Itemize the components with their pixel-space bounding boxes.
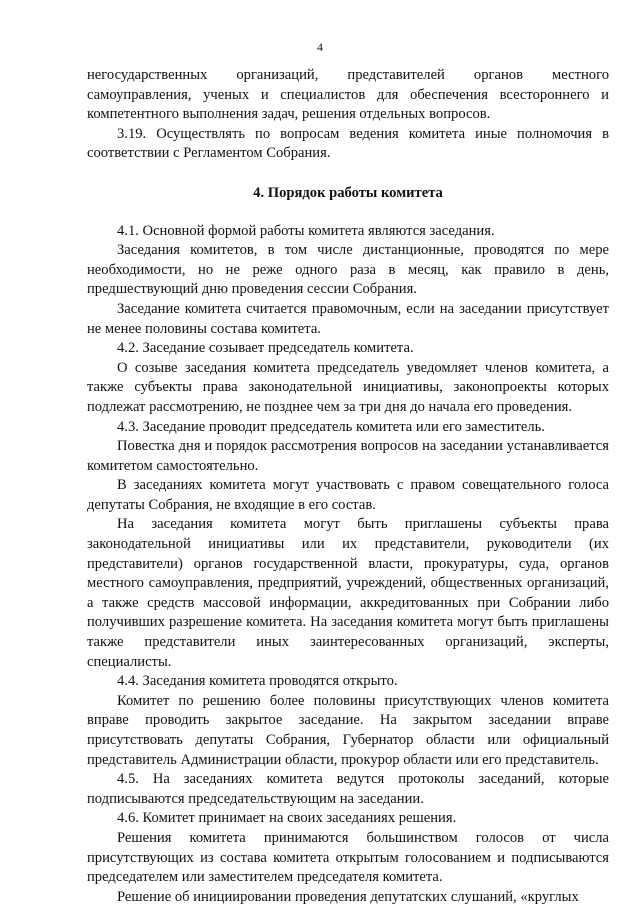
paragraph: 4.3. Заседание проводит председатель комитета или его заместитель.: [117, 418, 545, 435]
paragraph: В заседаниях комитета могут участвовать с правом совещательного голоса депутаты Собрания, не входящие в его состав.: [87, 477, 609, 513]
paragraph: 4.1. Основной формой работы комитета являются заседания.: [117, 222, 495, 239]
paragraph: Заседания комитетов, в том числе дистанционные, проводятся по мере необходимости, но не реже одного раза в месяц, как правило в день, предшествующий дню проведения сессии Собрания.: [87, 242, 609, 298]
page-number: 4: [317, 40, 323, 54]
paragraph: Повестка дня и порядок рассмотрения вопросов на заседании устанавливается комитетом самостоятельно.: [87, 438, 609, 474]
paragraph: Решения комитета принимаются большинством голосов от числа присутствующих из состава комитета открытым голосованием и подписываются председателем или заместителем председателя комитета.: [87, 829, 609, 886]
paragraph: 4.4. Заседания комитета проводятся открыто.: [117, 673, 398, 690]
paragraph: 4.5. На заседаниях комитета ведутся протоколы заседаний, которые подписываются председательствующим на заседании.: [87, 771, 609, 807]
paragraph: Решение об инициировании проведения депутатских слушаний, «круглых: [117, 888, 579, 905]
paragraph: О созыве заседания комитета председатель уведомляет членов комитета, а также субъекты права законодательной инициативы, законопроекты которых подлежат рассмотрению, не позднее чем за три дня до начала его проведения.: [87, 359, 609, 415]
paragraph: Заседание комитета считается правомочным, если на заседании присутствует не менее половины состава комитета.: [87, 300, 609, 337]
paragraph: 4.6. Комитет принимает на своих заседаниях решения.: [117, 810, 457, 827]
paragraph: На заседания комитета могут быть приглашены субъекты права законодательной инициативы или их представители, руководители (их представители) органов государственной власти, прокуратуры, суда, органов местного самоуправления, предприятий, учреждений, общественных организаций, а также средств массовой информации, аккредитованных при Собрании либо получивших разрешение комитета. На заседания комитета могут быть приглашены также представители иных заинтересованных организаций, эксперты, специалисты.: [87, 516, 609, 670]
paragraph-continuation: негосударственных организаций, представителей органов местного самоуправления, ученых и специалистов для обеспечения всестороннего и компетентного выполнения задач, решения отдельных вопросов.: [87, 67, 609, 123]
paragraph-3-19: 3.19. Осуществлять по вопросам ведения комитета иные полномочия в соответствии с Регламентом Собрания.: [87, 125, 609, 162]
paragraph: Комитет по решению более половины присутствующих членов комитета вправе проводить закрытое заседание. На закрытом заседании вправе присутствовать депутаты Собрания, Губернатор области или официальный представитель Администрации области, прокурор области или его представитель.: [87, 692, 609, 768]
document-body: [87, 66, 609, 907]
paragraph: 4.2. Заседание созывает председатель комитета.: [117, 340, 414, 357]
section-heading: 4. Порядок работы комитета: [253, 184, 443, 201]
